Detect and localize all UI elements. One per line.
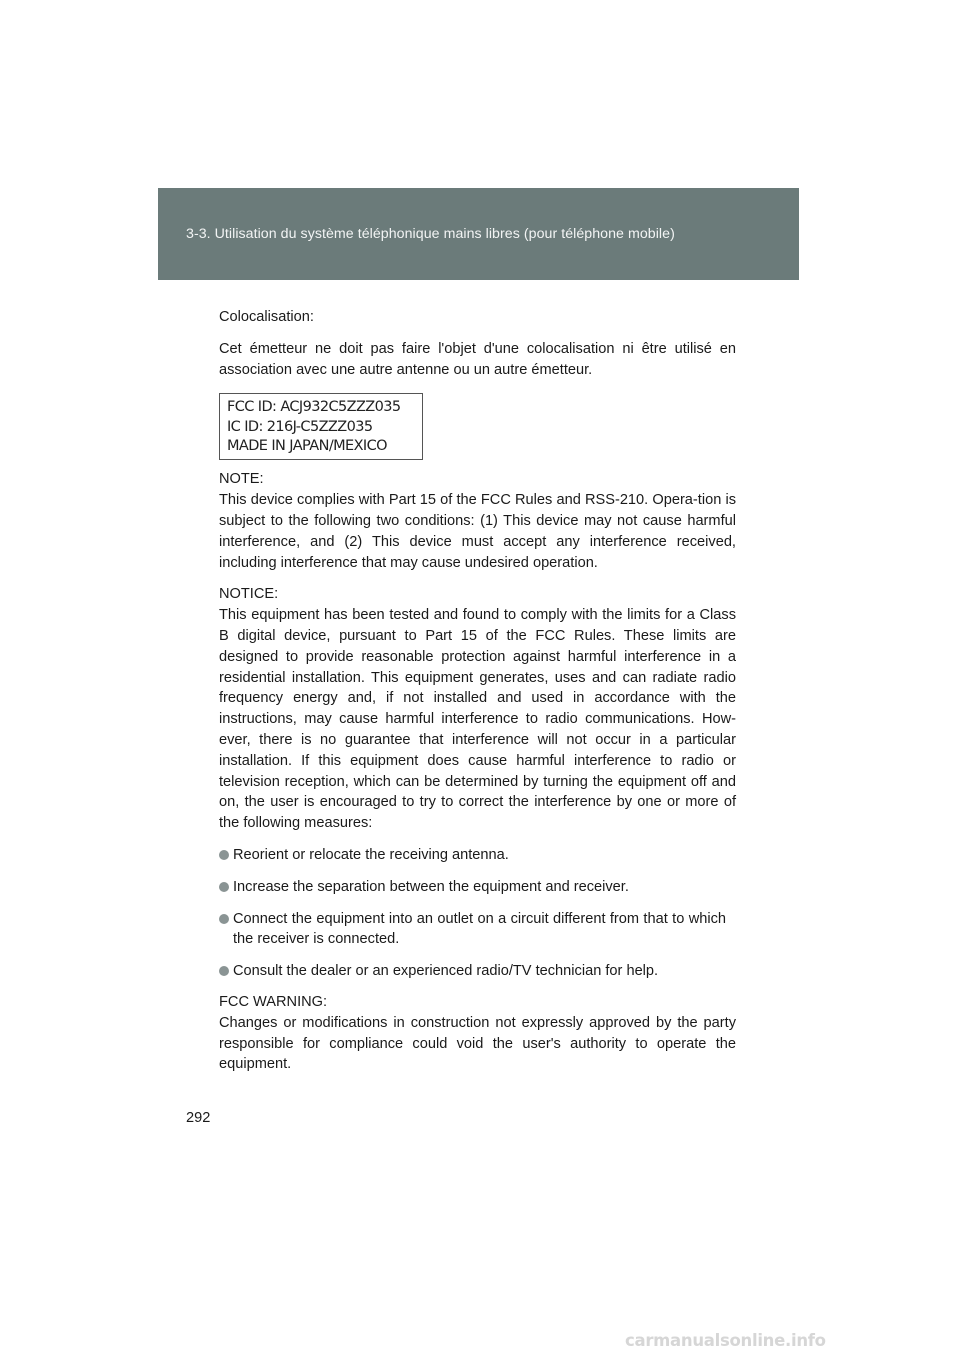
fcc-warning-heading: FCC WARNING: <box>219 993 328 1010</box>
notice-heading: NOTICE: <box>219 586 279 603</box>
note-text: This device complies with Part 15 of the FCC Rules and RSS-210. Opera-tion is subject to the following two conditions: (1) This device may not cause harmful interference, and (2) This device must accept any interference received, including interference that may cause undesired operation. <box>219 492 736 571</box>
bullet-dot-icon <box>219 882 229 892</box>
list-item <box>219 909 736 951</box>
page-content <box>219 307 736 1075</box>
label-origin: MADE IN JAPAN/MEXICO <box>227 438 387 455</box>
measure-text: Connect the equipment into an outlet on a circuit different from that to which the receiver is connected. <box>233 910 726 948</box>
section-header <box>158 188 799 280</box>
section-title: 3-3. Utilisation du système téléphonique mains libres (pour téléphone mobile) <box>186 226 675 242</box>
list-item <box>219 961 736 982</box>
label-fcc-id: FCC ID: ACJ932C5ZZZ035 <box>227 399 401 416</box>
fcc-warning-text: Changes or modifications in construction not expressly approved by the party responsible for compliance could void the user's authority to operate the equipment. <box>219 1014 736 1073</box>
note-section <box>219 469 736 573</box>
bullet-dot-icon <box>219 914 229 924</box>
fcc-label-box <box>219 393 423 460</box>
measure-text: Reorient or relocate the receiving antenna. <box>233 846 509 863</box>
list-item <box>219 877 736 898</box>
fcc-warning-section <box>219 992 736 1075</box>
list-item <box>219 845 736 866</box>
watermark-link[interactable]: carmanualsonline.info <box>625 1331 826 1350</box>
bullet-dot-icon <box>219 850 229 860</box>
page-number: 292 <box>186 1110 211 1126</box>
notice-section <box>219 584 736 834</box>
notice-text: This equipment has been tested and found to comply with the limits for a Class B digital device, pursuant to Part 15 of the FCC Rules. These limits are designed to provide reasonable protection against harmful interference in a residential installation. This equipment generates, uses and can radiate radio frequency energy and, if not installed and used in accordance with the instructions, may cause harmful interference to radio communications. How-ever, there is no guarantee that interference will not occur in a particular installation. If this equipment does cause harmful interference to radio or television reception, which can be determined by turning the equipment off and on, the user is encouraged to try to correct the interference by one or more of the following measures: <box>219 607 736 832</box>
note-heading: NOTE: <box>219 471 264 488</box>
measure-text: Consult the dealer or an experienced radio/TV technician for help. <box>233 963 659 980</box>
label-ic-id: IC ID: 216J-C5ZZZ035 <box>227 418 373 435</box>
bullet-dot-icon <box>219 966 229 976</box>
colocation-heading: Colocalisation: <box>219 309 314 325</box>
measure-text: Increase the separation between the equipment and receiver. <box>233 878 629 895</box>
colocation-text: Cet émetteur ne doit pas faire l'objet d'une colocalisation ni être utilisé en association avec une autre antenne ou un autre émetteur. <box>219 340 736 378</box>
